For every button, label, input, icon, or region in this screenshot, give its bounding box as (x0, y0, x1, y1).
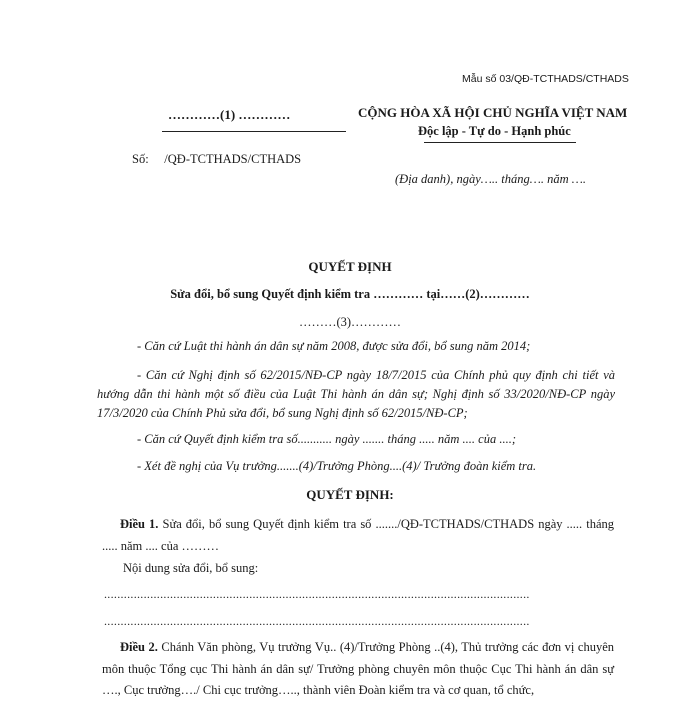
agency-placeholder: …………(1) ………… (168, 107, 291, 122)
article-1 (102, 514, 614, 557)
nation-name: CỘNG HÒA XÃ HỘI CHỦ NGHĨA VIỆT NAM (358, 105, 628, 120)
article-2-text: Chánh Văn phòng, Vụ trưởng Vụ.. (4)/Trưởng Phòng ..(4), Thủ trưởng các đơn vị chuyên môn thuộc Tổng cục Thi hành án dân sự/ Trưởng phòng chuyên môn thuộc Cục Thi hành án dân sự …., Cục trưởng…./ Chi cục trưởng….., thành viên Đoàn kiểm tra và cơ quan, tổ chức, (102, 640, 614, 697)
place-date: (Địa danh), ngày….. tháng…. năm …. (395, 172, 586, 186)
amendment-content-label: Nội dung sửa đổi, bổ sung: (123, 561, 259, 575)
article-1-label: Điều 1. (120, 517, 159, 531)
basis-item: - Xét đề nghị của Vụ trưởng.......(4)/Trưởng Phòng....(4)/ Trưởng đoàn kiểm tra. (137, 459, 537, 473)
basis-item: - Căn cứ Quyết định kiểm tra số........... ngày ....... tháng ..... năm .... của ....; (137, 432, 516, 446)
dotted-fill-line: ................................................................................................................................. (104, 614, 530, 628)
basis-item: - Căn cứ Luật thi hành án dân sự năm 2008, được sửa đổi, bổ sung năm 2014; (137, 339, 531, 353)
national-motto: Độc lập - Tự do - Hạnh phúc (418, 124, 571, 138)
document-title: QUYẾT ĐỊNH (308, 259, 392, 274)
basis-item: - Căn cứ Nghị định số 62/2015/NĐ-CP ngày 18/7/2015 của Chính phủ quy định chi tiết và hướng dẫn thi hành một số điều của Luật Thi hành án dân sự; Nghị định số 33/2020/NĐ-CP ngày 17/3/2020 của Chính Phủ sửa đổi, bổ sung Nghị định số 62/2015/NĐ-CP; (97, 368, 615, 420)
article-2-label: Điều 2. (120, 640, 158, 654)
article-2 (102, 637, 614, 702)
form-number: Mẫu số 03/QĐ-TCTHADS/CTHADS (462, 73, 629, 85)
document-subtitle-placeholder: ………(3)………… (298, 315, 402, 329)
agency-underline (162, 131, 346, 132)
motto-underline (424, 142, 576, 143)
article-1-text: Sửa đổi, bổ sung Quyết định kiểm tra số ......./QĐ-TCTHADS/CTHADS ngày ..... tháng ..... năm .... của ……… (102, 517, 615, 553)
decision-heading: QUYẾT ĐỊNH: (306, 487, 394, 502)
dotted-fill-line: ................................................................................................................................. (104, 587, 530, 601)
document-subtitle: Sửa đổi, bổ sung Quyết định kiểm tra ………… tại……(2)………… (170, 287, 530, 301)
document-number: Số: /QĐ-TCTHADS/CTHADS (132, 152, 302, 166)
